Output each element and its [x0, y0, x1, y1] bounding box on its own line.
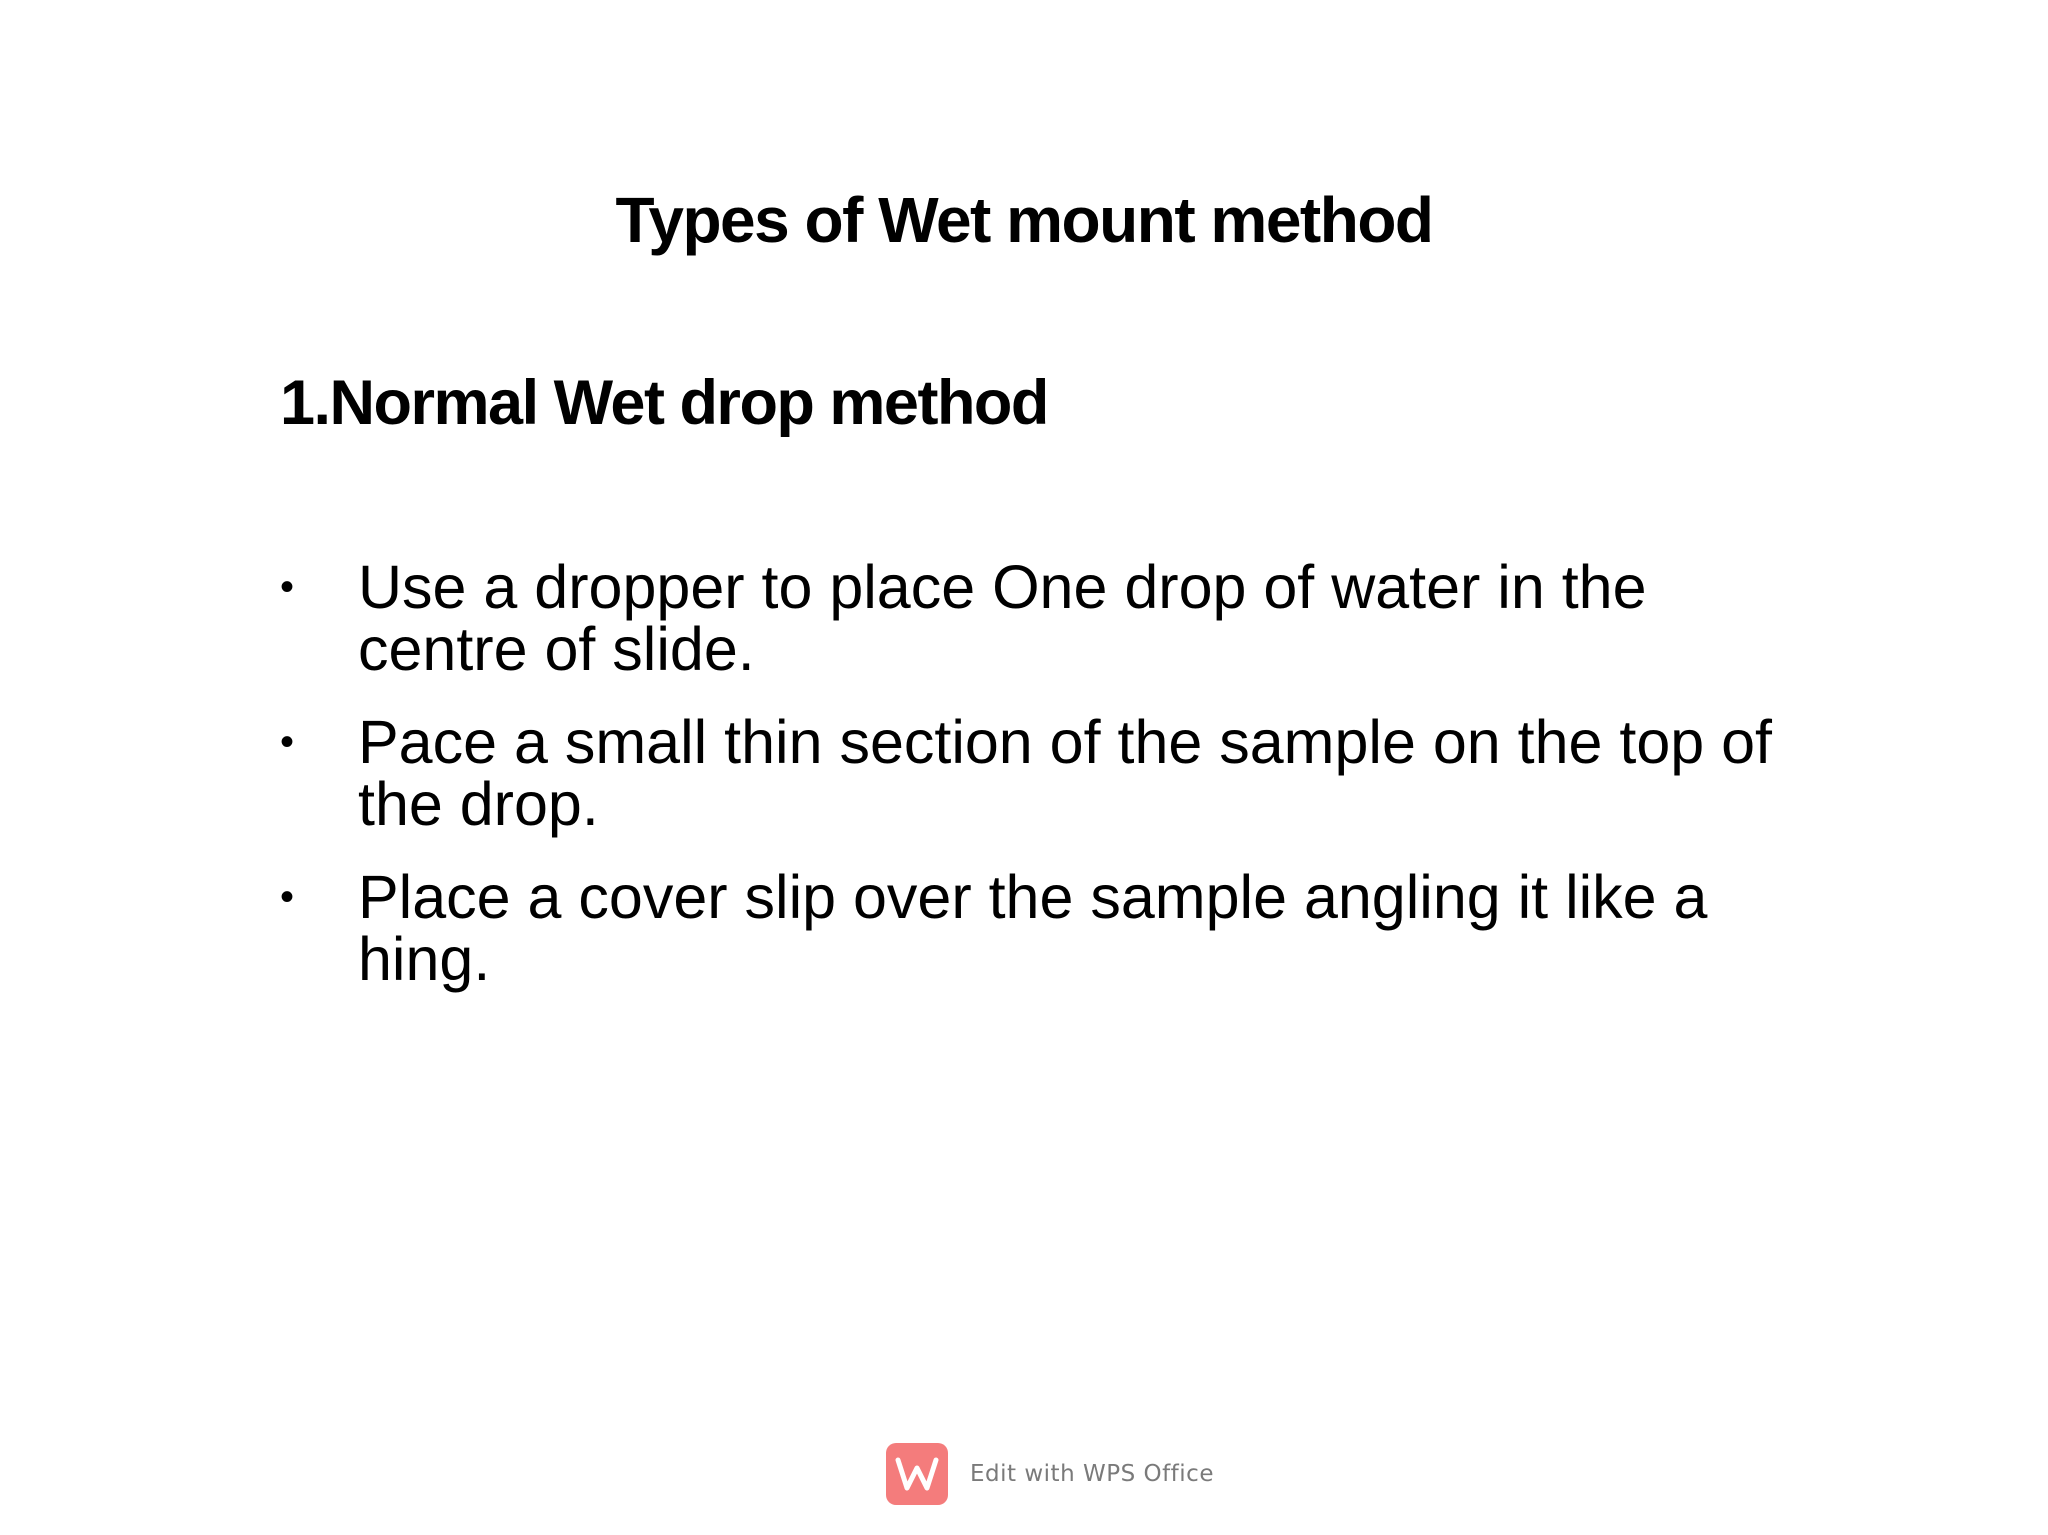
- section-heading: 1.Normal Wet drop method: [280, 368, 1048, 438]
- bullet-icon: •: [280, 565, 295, 609]
- bullet-text: Pace a small thin section of the sample on the top of the drop.: [358, 708, 1772, 838]
- wps-watermark[interactable]: [886, 1441, 1214, 1507]
- bullet-list: [280, 553, 1800, 1021]
- bullet-item: [280, 553, 1800, 683]
- bullet-text: Place a cover slip over the sample angling it like a hing.: [358, 863, 1708, 993]
- bullet-icon: •: [280, 875, 295, 919]
- bullet-item: [280, 708, 1800, 838]
- slide-title: Types of Wet mount method: [615, 184, 1433, 256]
- wps-office-logo-icon: [886, 1443, 948, 1505]
- bullet-item: [280, 863, 1800, 993]
- bullet-icon: •: [280, 720, 295, 764]
- watermark-text: Edit with WPS Office: [970, 1461, 1214, 1487]
- bullet-text: Use a dropper to place One drop of water in the centre of slide.: [358, 553, 1647, 683]
